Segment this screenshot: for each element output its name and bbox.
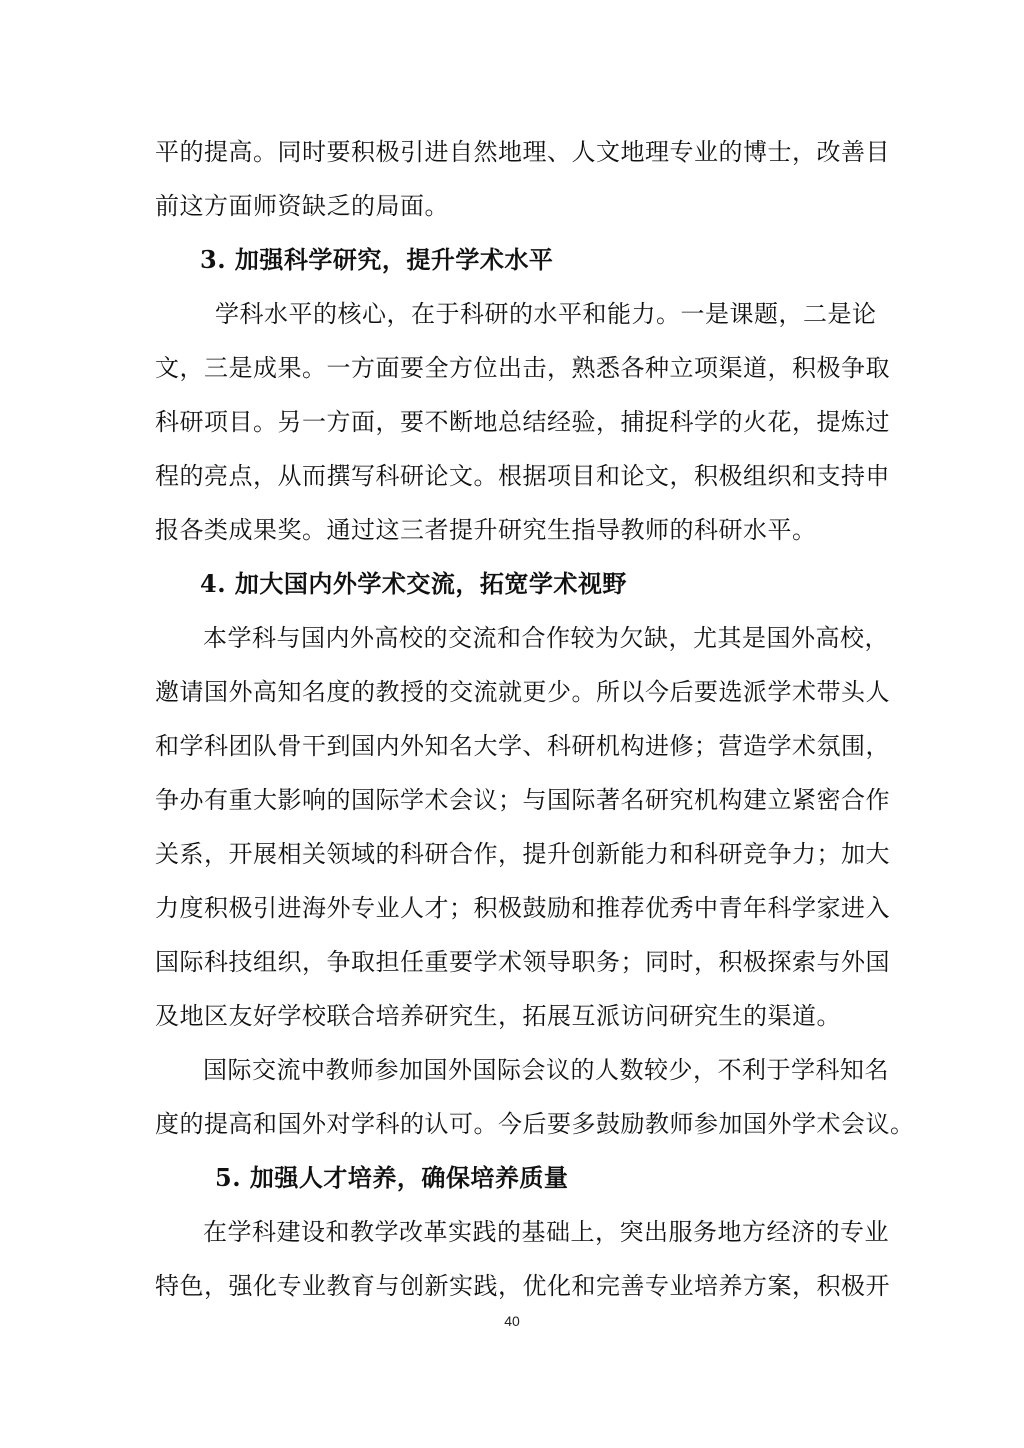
- paragraph-line: 及地区友好学校联合培养研究生，拓展互派访问研究生的渠道。: [155, 1002, 841, 1030]
- section-heading-3: 3. 加强科学研究，提升学术水平: [200, 245, 554, 274]
- paragraph-line: 和学科团队骨干到国内外知名大学、科研机构进修；营造学术氛围，: [155, 732, 890, 760]
- paragraph-line: 平的提高。同时要积极引进自然地理、人文地理专业的博士，改善目: [155, 138, 890, 166]
- paragraph-line: 科研项目。另一方面，要不断地总结经验，捕捉科学的火花，提炼过: [155, 408, 890, 436]
- paragraph-line: 文，三是成果。一方面要全方位出击，熟悉各种立项渠道，积极争取: [155, 354, 890, 382]
- paragraph-line: 报各类成果奖。通过这三者提升研究生指导教师的科研水平。: [155, 516, 817, 544]
- paragraph-line: 学科水平的核心，在于科研的水平和能力。一是课题，二是论: [215, 300, 877, 328]
- paragraph-line: 程的亮点，从而撰写科研论文。根据项目和论文，积极组织和支持申: [155, 462, 890, 490]
- section-heading-5: 5. 加强人才培养，确保培养质量: [215, 1163, 569, 1192]
- paragraph-line: 国际交流中教师参加国外国际会议的人数较少，不利于学科知名: [203, 1056, 889, 1084]
- paragraph-line: 本学科与国内外高校的交流和合作较为欠缺，尤其是国外高校，: [203, 624, 889, 652]
- paragraph-line: 关系，开展相关领域的科研合作，提升创新能力和科研竞争力；加大: [155, 840, 890, 868]
- paragraph-line: 争办有重大影响的国际学术会议；与国际著名研究机构建立紧密合作: [155, 786, 890, 814]
- paragraph-line: 力度积极引进海外专业人才；积极鼓励和推荐优秀中青年科学家进入: [155, 894, 890, 922]
- page-number: 40: [504, 1313, 520, 1329]
- paragraph-line: 度的提高和国外对学科的认可。今后要多鼓励教师参加国外学术会议。: [155, 1110, 915, 1138]
- paragraph-line: 国际科技组织，争取担任重要学术领导职务；同时，积极探索与外国: [155, 948, 890, 976]
- section-heading-4: 4. 加大国内外学术交流，拓宽学术视野: [200, 569, 627, 598]
- paragraph-line: 邀请国外高知名度的教授的交流就更少。所以今后要选派学术带头人: [155, 678, 890, 706]
- paragraph-line: 特色，强化专业教育与创新实践，优化和完善专业培养方案，积极开: [155, 1272, 890, 1300]
- paragraph-line: 在学科建设和教学改革实践的基础上，突出服务地方经济的专业: [203, 1218, 889, 1246]
- paragraph-line: 前这方面师资缺乏的局面。: [155, 192, 449, 220]
